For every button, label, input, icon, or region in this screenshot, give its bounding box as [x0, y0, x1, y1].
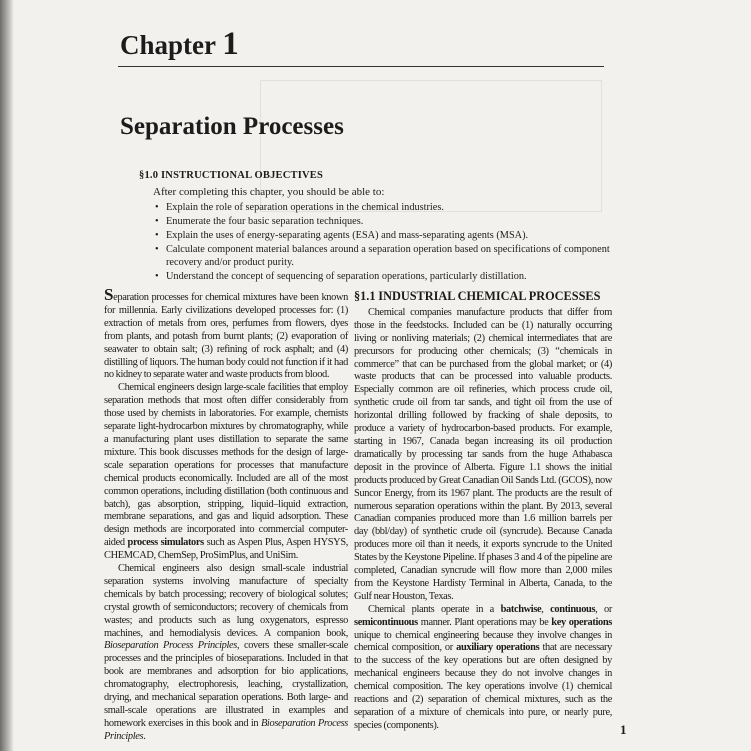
objective-item — [155, 216, 615, 229]
left-column — [104, 285, 349, 744]
objective-item — [155, 230, 615, 243]
bullet-icon: • — [155, 216, 159, 228]
objectives-intro: After completing this chapter, you should be able to: — [153, 186, 385, 198]
bullet-icon: • — [155, 202, 159, 213]
bold-term: key operations — [551, 616, 612, 628]
chapter-title: Separation Processes — [120, 113, 344, 140]
italic-title: Bioseparation Process Principles — [104, 717, 348, 742]
chapter-number: 1 — [222, 26, 239, 62]
text-run: Chemical companies manufacture products that differ from those in the feedstocks. Included can be (1) naturally occurring living or nonliving materials; (2) chemical intermediates that are precursors for producing other chemicals; (3) “chemicals in commerce” that can be purchased from the global market; or (4) waste products that can be processed into valuable products. Especially common are oil refineries, which process crude oil, synthetic crude oil from tar sands, and tight oil from the use of horizontal drilling followed by fracking of shale deposits, to produce a variety of hydrocarbon-based products. For example, starting in 1967, Canada began increasing its oil production dramatically by processing tar sands from the huge Athabasca deposit in the province of Alberta. Figure 1.1 shows the initial products produced by Great Canadian Oil Sands Ltd. (GCOS), now Suncor Energy, from its 1967 plant. The products are the result of numerous separation operations within the plant. By 2013, several Canadian companies produced more than 1.6 million barrels per day (bbl/day) of synthetic crude oil (syncrude). Because Canada produces more oil than it needs, it exports syncrude to the United States by the Keystone Pipeline. If phases 3 and 4 of the pipeline are completed, Canadian syncrude will flow more than 2,000 miles from the Keystone Hardisty Terminal in Alberta, Canada, to the Gulf near Houston, Texas. — [354, 306, 612, 602]
text-run: , — [541, 603, 551, 615]
text-run: eparation processes for chemical mixtures have been known for millennia. Early civilizations developed processes for: (1) extraction of metals from ores, perfumes from flowers, dyes from plants, and potash from burnt plants; (2) evaporation of seawater to obtain salt; (3) refining of rock asphalt; and (4) distilling of liquors. The human body could not function if it had no kidney to separate water and waste products from blood. — [104, 292, 348, 381]
text-run: , or — [595, 603, 612, 615]
objectives-list — [155, 202, 615, 285]
bullet-icon: • — [155, 270, 159, 282]
text-run: . — [143, 730, 146, 742]
objective-item — [155, 271, 615, 284]
section-heading: §1.1 INDUSTRIAL CHEMICAL PROCESSES — [354, 289, 601, 303]
objectives-heading: §1.0 INSTRUCTIONAL OBJECTIVES — [139, 170, 324, 181]
body-paragraph — [104, 285, 348, 382]
objective-text: Enumerate the four basic separation techniques. — [166, 216, 364, 228]
chapter-heading — [120, 26, 239, 63]
bold-term: continuous — [550, 603, 596, 615]
drop-cap: S — [104, 285, 114, 304]
chapter-rule — [118, 66, 604, 67]
text-run: manner. Plant operations may be — [417, 616, 552, 628]
bold-term: process simulators — [127, 537, 204, 549]
bullet-icon: • — [155, 230, 159, 242]
text-run: such as Aspen Plus, Aspen HYSYS, CHEMCAD, ChemSep, ProSimPlus, and UniSim. — [104, 537, 348, 562]
body-paragraph — [104, 563, 348, 744]
chapter-label: Chapter — [120, 30, 216, 60]
objective-item — [155, 202, 615, 215]
text-run: that are necessary to the success of the key operations but are often designed by mechanical engineers because they do not involve changes in chemical composition. The key operations involve (1) chemical reactions and (2) separation of chemical mixtures, such as the separation of a mixture of chemicals into pure, or nearly pure, species (components). — [354, 642, 612, 731]
text-run: Chemical plants operate in a — [368, 603, 501, 615]
body-paragraph — [354, 604, 612, 733]
right-column — [354, 290, 612, 733]
text-run: unique to chemical engineering because they involve changes in chemical composition, or — [354, 629, 612, 654]
page-number: 1 — [620, 722, 627, 737]
bullet-icon: • — [155, 244, 159, 256]
bold-term: semicontinuous — [354, 616, 418, 628]
objective-text: Explain the uses of energy-separating agents (ESA) and mass-separating agents (MSA). — [166, 230, 529, 242]
text-run: , covers these smaller-scale processes and the principles of bioseparations. Included in that book are membranes and adsorption for bio applications, chromatography, electrophoresis, leaching, crystallization, drying, and mechanical separation operations. Both large- and small-scale operations are illustrated in examples and homework exercises in this book and in — [104, 640, 349, 729]
italic-title: Bioseparation Process Principles — [104, 640, 237, 652]
objective-text: Calculate component material balances around a separation operation based on specifications of component recovery and/or product purity. — [166, 244, 610, 268]
bold-term: auxiliary operations — [456, 642, 540, 654]
body-paragraph — [354, 307, 612, 604]
objective-text: Understand the concept of sequencing of separation operations, particularly distillation. — [166, 270, 527, 282]
book-gutter-shadow — [0, 0, 14, 751]
bold-term: batchwise — [500, 603, 542, 615]
objective-text: Explain the role of separation operations in the chemical industries. — [166, 202, 444, 213]
body-paragraph — [104, 382, 348, 563]
text-run: Chemical engineers design large-scale facilities that employ separation methods that most often differ considerably from those used by chemists in laboratories. For example, chemists separate light-hydrocarbon mixtures by chromatography, while a manufacturing plant uses distillation to separate the same mixture. This book discusses methods for the design of large-scale separation operations for processes that manufacture chemical products economically. Included are all of the most common operations, including distillation (both continuous and batch), gas absorption, stripping, liquid–liquid extraction, membrane separations, and gas and liquid adsorption. These design methods are incorporated into commercial computer-aided — [104, 382, 348, 549]
objective-item — [155, 244, 615, 269]
text-run: Chemical engineers also design small-scale industrial separation systems involving manufacture of specialty chemicals by batch processing; recovery of biological solutes; crystal growth of semiconductors; recovery of chemicals from wastes; and products such as lung oxygenators, espresso machines, and hemodialysis devices. A companion book, — [104, 563, 348, 639]
